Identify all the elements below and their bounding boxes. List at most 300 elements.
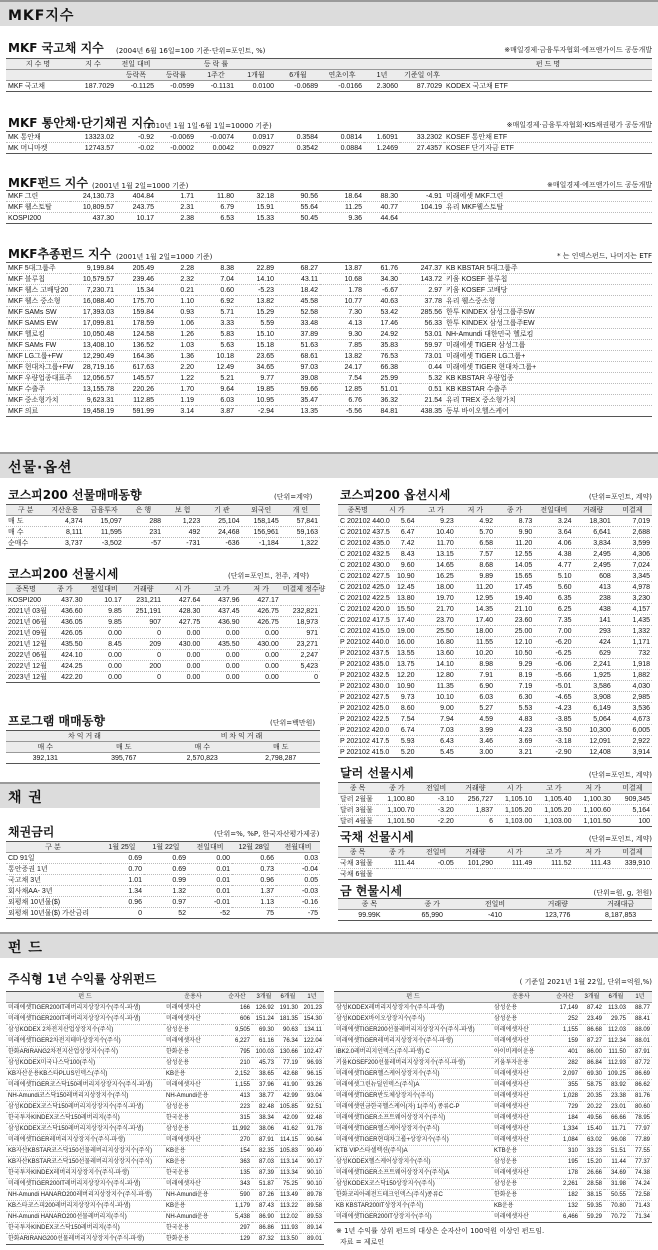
table-cell: 7,230.71	[70, 285, 116, 296]
table-cell: 통안증권 1년	[6, 864, 100, 875]
table-cell: 국채 6월물	[338, 869, 377, 880]
table-cell: 288	[124, 516, 163, 527]
table-cell: 427.17	[242, 595, 281, 606]
table-cell: 38.06	[252, 1124, 276, 1135]
table-cell: 10.10	[417, 692, 456, 703]
table-cell: 58.75	[580, 1080, 604, 1091]
table-cell: KB스타코스피200레버리지상장지수(주식-파생)	[6, 1201, 164, 1212]
table-cell: 17,099.81	[70, 318, 116, 329]
table-cell: 1,322	[281, 538, 320, 549]
table-cell: 61.76	[364, 263, 400, 274]
fund-source: 자료 = 제로인	[340, 1238, 385, 1246]
table-cell: 2.38	[156, 213, 196, 224]
table-cell: 미래에셋연금한국헬스케어(자) 1(주식) 종류C-P	[334, 1102, 492, 1113]
table-cell: 1.36	[156, 351, 196, 362]
table-cell: 1,101.50	[574, 816, 613, 827]
table-cell: 82.48	[252, 1102, 276, 1113]
table-cell: 9.90	[495, 527, 534, 538]
table-cell: 9.64	[196, 384, 236, 395]
table-cell: 51.01	[364, 384, 400, 395]
table-cell: 15.18	[236, 340, 276, 351]
table-cell: 1,100.60	[574, 805, 613, 816]
table-cell: 미래에셋자산	[492, 1025, 550, 1036]
table-cell: KOSEF 통안채 ETF	[444, 132, 652, 143]
table-cell: 삼성운용	[492, 1157, 550, 1168]
option-table	[338, 504, 652, 758]
table-cell: 9,505	[222, 1025, 252, 1036]
table-row	[334, 1146, 652, 1157]
table-cell: 4.13	[320, 318, 364, 329]
table-cell: -52	[188, 908, 232, 919]
table-cell: 1.26	[156, 329, 196, 340]
table-cell: 삼성KODEX 2차전지산업상장지수(주식)	[6, 1025, 164, 1036]
column-header: 저 가	[574, 783, 613, 794]
table-cell: 90.49	[300, 1146, 324, 1157]
column-header: 저 가	[242, 584, 281, 595]
table-cell: 7.30	[320, 307, 364, 318]
table-row	[6, 1025, 324, 1036]
table-cell: 0.00	[242, 672, 281, 683]
table-cell: 438	[574, 604, 613, 615]
table-cell: 90.10	[300, 1168, 324, 1179]
table-cell: 35.83	[364, 340, 400, 351]
table-cell: 2.31	[156, 202, 196, 213]
table-cell: 293	[574, 626, 613, 637]
table-cell: 미래에셋자산	[164, 1014, 222, 1025]
table-cell: 5,438	[222, 1212, 252, 1223]
column-header: 연초이후	[320, 70, 364, 81]
table-cell: 134.11	[300, 1025, 324, 1036]
table-cell: 7.54	[377, 714, 416, 725]
column-header: 기준일 이후	[400, 70, 444, 81]
table-cell: C 202102 420.0	[340, 605, 390, 613]
dollar-table	[338, 782, 652, 827]
table-cell: P 202102 435.0	[340, 660, 390, 668]
table-cell: 미래에셋TIGER반도체상장지수(주식)	[334, 1091, 492, 1102]
table-cell: -5.23	[236, 285, 276, 296]
table-cell: 111.93	[276, 1223, 300, 1234]
table-cell: 9.89	[456, 571, 495, 582]
table-cell: KOSEF 단기자금 ETF	[444, 143, 652, 154]
table-cell	[377, 869, 416, 880]
table-cell: 미래에셋자산	[492, 1168, 550, 1179]
table-header-row	[6, 842, 320, 853]
table-header-row	[6, 505, 320, 516]
table-cell: 8.19	[495, 670, 534, 681]
table-cell: 11.20	[456, 582, 495, 593]
table-cell: 404.84	[116, 191, 156, 202]
table-cell: 1,435	[613, 615, 652, 626]
table-row	[6, 263, 652, 274]
column-header	[236, 59, 276, 70]
table-cell: 미래에셋자산	[164, 1036, 222, 1047]
table-cell: 미래에셋TIGER코스닥150레버리지상장지수(주식-파생)	[6, 1080, 164, 1091]
table-cell: 12.80	[417, 670, 456, 681]
table-cell: 삼성운용	[164, 1102, 222, 1113]
table-cell: 87.42	[580, 1003, 604, 1014]
table-cell: 35.47	[276, 395, 320, 406]
table-cell: 96.08	[604, 1135, 628, 1146]
table-cell: 13.55	[377, 648, 416, 659]
column-header: 고 가	[202, 584, 241, 595]
table-cell: 0.0100	[236, 81, 276, 92]
table-cell: 130.66	[276, 1047, 300, 1058]
table-cell: 50.55	[604, 1190, 628, 1201]
mkf-tracking-table	[6, 262, 652, 417]
table-cell: 89.01	[300, 1234, 324, 1245]
table-cell: 191.30	[276, 1003, 300, 1014]
column-header: 1개월	[236, 70, 276, 81]
table-cell: 0.00	[202, 661, 241, 672]
table-header-row	[6, 59, 652, 70]
table-cell: 10,300	[574, 725, 613, 736]
table-cell: 243.75	[116, 202, 156, 213]
table-row	[6, 617, 320, 628]
table-cell: -636	[202, 538, 241, 549]
table-cell: P 202102 425.0	[340, 704, 390, 712]
table-cell: 112.03	[604, 1025, 628, 1036]
table-cell: 13.35	[276, 406, 320, 417]
table-cell: MKF SAMS EW	[6, 318, 70, 329]
table-row	[6, 606, 320, 617]
table-cell: 7.35	[534, 615, 573, 626]
mkf-section-band	[0, 0, 658, 26]
table-cell: 68.27	[276, 263, 320, 274]
table-cell: 129	[222, 1234, 252, 1245]
table-cell: 0.01	[188, 864, 232, 875]
table-cell: 10.18	[196, 351, 236, 362]
table-cell: -0.92	[116, 132, 156, 143]
table-cell: 미래에셋그린뉴딜인덱스(주식)A	[334, 1080, 492, 1091]
table-cell	[574, 869, 613, 880]
table-cell: 435.50	[45, 639, 84, 650]
column-header: 종 가	[45, 584, 84, 595]
table-cell: 13,408.10	[70, 340, 116, 351]
table-cell: 82.35	[252, 1146, 276, 1157]
table-cell: 145.57	[116, 373, 156, 384]
table-cell: C 202102 425.0	[340, 583, 390, 591]
table-cell: 19.00	[377, 626, 416, 637]
table-cell: MKF 수출주	[6, 384, 70, 395]
table-row	[6, 285, 652, 296]
table-cell: 71.34	[628, 1212, 652, 1223]
table-row	[338, 670, 652, 681]
table-cell: 24,130.73	[70, 191, 116, 202]
table-cell: 6,005	[613, 725, 652, 736]
table-row	[6, 864, 320, 875]
table-cell: 한화운용	[164, 1234, 222, 1245]
table-cell: P 202102 417.5	[340, 737, 390, 745]
table-cell: 608	[574, 571, 613, 582]
table-cell: 86.69	[628, 1069, 652, 1080]
table-cell: KB자산KBSTAR코스닥150선물레버리지상장지수(주식)	[6, 1146, 164, 1157]
table-cell: 42.09	[276, 1113, 300, 1124]
column-header: 12월 28일	[232, 842, 276, 853]
table-cell: 339,910	[613, 858, 652, 869]
table-cell: 74.24	[628, 1179, 652, 1190]
futures-trade-table	[6, 504, 320, 549]
table-cell: 4.59	[456, 714, 495, 725]
table-cell: 17.45	[495, 582, 534, 593]
table-row	[334, 1047, 652, 1058]
table-cell: 0.69	[100, 853, 144, 864]
table-cell: 9.85	[85, 617, 124, 628]
table-cell: 437.96	[202, 595, 241, 606]
table-cell: -4.65	[534, 692, 573, 703]
table-cell: C 202102 430.0	[340, 561, 390, 569]
table-cell: 6,641	[574, 527, 613, 538]
table-cell: 한국투자KINDEX레버리지상장지수(주식-파생)	[6, 1168, 164, 1179]
column-header: 1년	[300, 992, 324, 1003]
table-cell: 한화코리아레전드테크인덱스(주식)종류C	[334, 1190, 492, 1201]
table-cell: 424.25	[45, 661, 84, 672]
table-row	[338, 858, 652, 869]
table-cell: 0.00	[85, 661, 124, 672]
table-cell: 19.85	[236, 384, 276, 395]
bond-table	[6, 841, 320, 919]
table-cell: 436.05	[45, 617, 84, 628]
table-cell: KB운용	[492, 1201, 550, 1212]
table-cell: 3.64	[534, 527, 573, 538]
table-cell: -731	[163, 538, 202, 549]
table-cell: MKF 헬로킴	[6, 329, 70, 340]
column-header: 6개월	[604, 992, 628, 1003]
table-row	[334, 1212, 652, 1223]
table-cell: 907	[124, 617, 163, 628]
table-row	[6, 672, 320, 683]
column-header	[444, 70, 652, 81]
table-cell: 184	[550, 1113, 580, 1124]
table-row	[334, 1003, 652, 1014]
table-cell: 13.87	[320, 263, 364, 274]
table-cell: 231,211	[124, 595, 163, 606]
column-header: 순자산	[550, 992, 580, 1003]
table-cell: 49.56	[580, 1113, 604, 1124]
table-cell: 270	[222, 1135, 252, 1146]
column-header: 미결제	[613, 783, 652, 794]
table-cell: 1,105.20	[534, 805, 573, 816]
table-cell: 0.3584	[276, 132, 320, 143]
table-cell: MKF 중소형가치	[6, 395, 70, 406]
table-cell: P 202102 420.0	[340, 726, 390, 734]
table-cell: 111.52	[534, 858, 573, 869]
table-cell: 282	[550, 1058, 580, 1069]
table-cell: 0.00	[202, 628, 241, 639]
table-cell: 11.44	[604, 1157, 628, 1168]
table-cell: 1,105.20	[495, 805, 534, 816]
table-cell: 113.22	[276, 1201, 300, 1212]
table-cell: 90.56	[276, 191, 320, 202]
table-cell: 2021년 12월	[8, 640, 47, 648]
table-cell: 1,332	[613, 626, 652, 637]
table-cell: 112.02	[276, 1212, 300, 1223]
table-cell: 109.25	[604, 1069, 628, 1080]
table-cell: 87.26	[252, 1190, 276, 1201]
table-cell: 미래에셋자산	[164, 1003, 222, 1014]
table-cell: 4,374	[45, 516, 84, 527]
table-row	[338, 725, 652, 736]
table-cell: MKF 웰스토탈	[6, 202, 70, 213]
table-cell: 삼성운용	[492, 1179, 550, 1190]
table-cell: 미래에셋자산	[492, 1212, 550, 1223]
column-header: 구 분	[6, 842, 100, 853]
table-row	[338, 714, 652, 725]
table-cell: 4,030	[613, 681, 652, 692]
table-cell: 1,925	[574, 670, 613, 681]
table-cell: 52.58	[276, 307, 320, 318]
table-cell: 3.24	[534, 516, 573, 527]
table-row	[338, 681, 652, 692]
table-cell: 13.60	[417, 648, 456, 659]
table-cell: 37.89	[276, 329, 320, 340]
ktb-futures-table	[338, 846, 652, 880]
table-cell: -0.16	[276, 897, 320, 908]
table-cell: 삼성운용	[164, 1058, 222, 1069]
table-cell: 795	[222, 1047, 252, 1058]
table-cell: 8.60	[377, 703, 416, 714]
table-cell: KB KBSTAR 수출주	[444, 384, 652, 395]
table-cell: KOSPI200	[6, 595, 45, 606]
table-cell: 13.82	[236, 296, 276, 307]
table-row	[6, 318, 652, 329]
table-cell: 미래에셋TIGER헬스케어상장지수(주식)	[334, 1124, 492, 1135]
table-cell: 11.80	[196, 191, 236, 202]
table-row	[6, 1190, 324, 1201]
table-cell: 2,152	[222, 1069, 252, 1080]
table-cell: 1,155	[222, 1080, 252, 1091]
column-header: 시 가	[495, 783, 534, 794]
table-cell: 3.46	[456, 736, 495, 747]
table-cell: 156,961	[242, 527, 281, 538]
table-cell: 1.32	[144, 886, 188, 897]
column-header: 등락률	[156, 70, 196, 81]
table-cell: KB KBSTAR200IT상장지수(주식)	[334, 1201, 492, 1212]
table-row	[6, 406, 652, 417]
table-cell	[534, 869, 573, 880]
table-cell: -6.67	[364, 285, 400, 296]
table-cell: 26.66	[580, 1168, 604, 1179]
table-cell: 57,841	[281, 516, 320, 527]
table-cell: MKF 블루칩	[6, 274, 70, 285]
table-cell: -6.20	[534, 637, 573, 648]
table-cell: 한국운용	[164, 1223, 222, 1234]
column-header: 시 가	[163, 584, 202, 595]
table-cell: 한국투자KINDEX코스닥150레버리지(주식)	[6, 1223, 164, 1234]
table-cell: 90.17	[300, 1157, 324, 1168]
table-cell: 키움 KOSEF 고배당	[444, 285, 652, 296]
table-cell: 7.54	[320, 373, 364, 384]
table-cell: 10.20	[456, 648, 495, 659]
table-cell: 달러 4월물	[338, 816, 377, 827]
table-cell: 0.0927	[236, 143, 276, 154]
table-cell: 삼성KODEX코스닥150레버리지상장지수(주식-파생)	[6, 1102, 164, 1113]
table-cell: 17,149	[550, 1003, 580, 1014]
table-cell: -3.85	[534, 714, 573, 725]
table-cell: NH-Amundi HANARO200레버리지상장지수(주식-파생)	[6, 1190, 164, 1201]
table-cell: 3,599	[613, 538, 652, 549]
table-cell: 1,103.00	[534, 816, 573, 827]
table-cell: 0.93	[156, 307, 196, 318]
table-cell: 미래에셋자산	[492, 1036, 550, 1047]
table-cell: 426.05	[45, 628, 84, 639]
table-row	[6, 132, 652, 143]
table-cell: C 202102 417.5	[340, 616, 390, 624]
table-cell: 124.58	[116, 329, 156, 340]
table-cell: 0	[124, 650, 163, 661]
table-cell: 112.93	[604, 1058, 628, 1069]
table-cell: 89.53	[300, 1212, 324, 1223]
table-cell: 10.50	[495, 648, 534, 659]
table-cell: MKF SAMs FW	[6, 340, 70, 351]
table-row	[334, 1179, 652, 1190]
table-cell	[613, 869, 652, 880]
column-header: 펀 드 명	[444, 59, 652, 70]
table-cell: 28,719.16	[70, 362, 116, 373]
table-cell: 96.93	[300, 1058, 324, 1069]
table-row	[334, 1091, 652, 1102]
table-cell: 438.35	[400, 406, 444, 417]
table-cell: 삼성KODEX미국나스닥100(주식)	[6, 1058, 164, 1069]
table-cell: 74.38	[628, 1168, 652, 1179]
table-cell: 424.10	[45, 650, 84, 661]
column-header: 거래량	[124, 584, 163, 595]
table-cell: 3.00	[456, 747, 495, 758]
table-cell: 401	[550, 1047, 580, 1058]
table-cell: 151.24	[252, 1014, 276, 1025]
table-cell: 2.32	[156, 274, 196, 285]
table-cell: 87.03	[252, 1157, 276, 1168]
table-cell: -0.02	[116, 143, 156, 154]
column-header: 종 목	[338, 783, 377, 794]
table-cell: 5.60	[534, 582, 573, 593]
column-header: 시 가	[495, 847, 534, 858]
table-cell: -2.90	[534, 747, 573, 758]
table-cell: 3,536	[613, 703, 652, 714]
table-row	[6, 908, 320, 919]
table-cell: 436.60	[45, 606, 84, 617]
table-cell: 18,301	[574, 516, 613, 527]
table-cell: 14.10	[417, 659, 456, 670]
table-cell: 43.11	[276, 274, 320, 285]
table-cell: MKF SAMs SW	[6, 307, 70, 318]
table-cell: 87.72	[628, 1058, 652, 1069]
bond-section-band	[0, 782, 320, 808]
table-row	[6, 373, 652, 384]
table-row	[334, 1157, 652, 1168]
table-cell: 154.30	[300, 1014, 324, 1025]
table-cell: 256,727	[456, 794, 495, 805]
table-cell: 3,230	[613, 593, 652, 604]
program-trade-table: 차 익 거 래 비 차 익 거 래 매 수 매 도 매 수 매 도 392,131 395,767 2,570,823 2,798,287	[6, 730, 320, 764]
table-cell: 239.46	[116, 274, 156, 285]
table-cell: 12,408	[574, 747, 613, 758]
table-cell: 909,345	[613, 794, 652, 805]
table-cell: -6.06	[534, 659, 573, 670]
table-cell: C 202102 427.5	[340, 572, 390, 580]
table-row	[6, 1080, 324, 1091]
table-cell: 5,164	[613, 805, 652, 816]
table-row	[338, 626, 652, 637]
table-cell: 102.47	[300, 1047, 324, 1058]
table-cell: -0.0689	[276, 81, 320, 92]
table-cell: -5.01	[534, 681, 573, 692]
table-cell: 201.23	[300, 1003, 324, 1014]
column-header	[320, 59, 364, 70]
table-cell: 6.79	[196, 202, 236, 213]
table-cell: 178	[550, 1168, 580, 1179]
table-cell: 430.00	[242, 639, 281, 650]
table-cell: P 202102 440.0	[340, 638, 390, 646]
